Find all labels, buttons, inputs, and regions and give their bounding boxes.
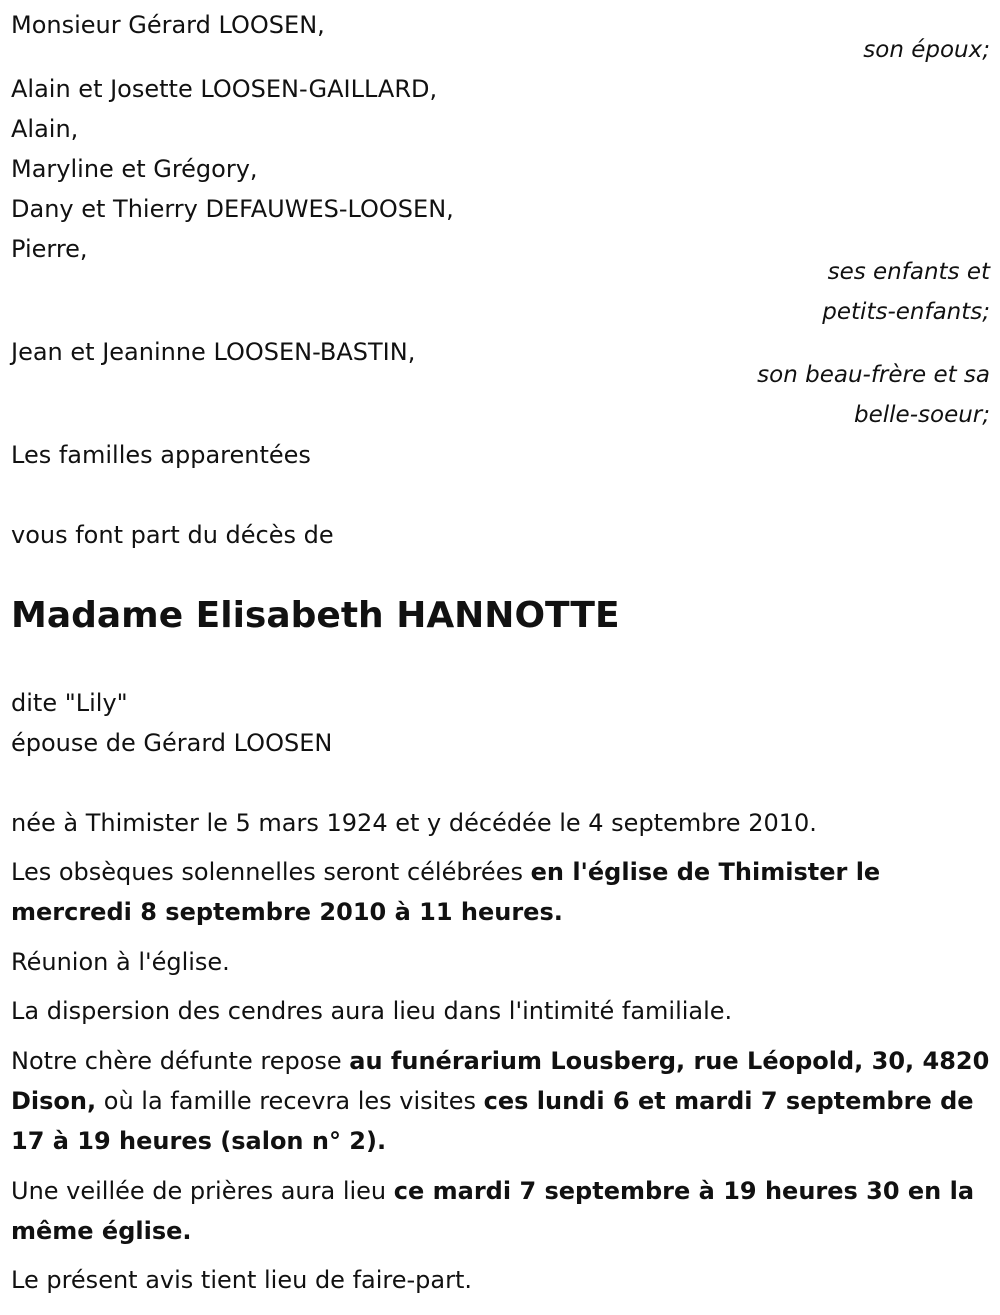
spouse-of: épouse de Gérard LOOSEN: [11, 729, 333, 757]
child-line: Alain et Josette LOOSEN-GAILLARD,: [11, 75, 438, 103]
child-line: Pierre,: [11, 235, 88, 263]
meeting: Réunion à l'église.: [11, 948, 230, 976]
notice: Le présent avis tient lieu de faire-part.: [11, 1266, 473, 1294]
child-line: Dany et Thierry DEFAUWES-LOOSEN,: [11, 195, 454, 223]
announcement: vous font part du décès de: [11, 521, 334, 549]
children-relation: ses enfants et: [827, 259, 990, 285]
birth-death: née à Thimister le 5 mars 1924 et y décédée le 4 septembre 2010.: [11, 809, 817, 837]
children-relation: petits-enfants;: [822, 299, 990, 325]
child-line: Alain,: [11, 115, 79, 143]
inlaws-name: Jean et Jeaninne LOOSEN-BASTIN,: [11, 338, 416, 366]
funeral-details: en l'église de Thimister le mercredi 8 septembre 2010 à 11 heures.: [11, 858, 881, 926]
rest-text: où la famille recevra les visites: [96, 1087, 484, 1115]
rest-text: Notre chère défunte repose: [11, 1047, 350, 1075]
vigil-paragraph: [11, 1171, 991, 1251]
child-line: Maryline et Grégory,: [11, 155, 258, 183]
visit-times: ces lundi 6 et mardi 7 septembre de 17 à 19 heures (salon n° 2).: [11, 1087, 974, 1155]
vigil-details: ce mardi 7 septembre à 19 heures 30 en la même église.: [11, 1177, 975, 1245]
funeral-paragraph: [11, 852, 991, 932]
inlaws-relation: belle-soeur;: [854, 402, 990, 428]
relatives: Les familles apparentées: [11, 441, 311, 469]
rest-location: au funérarium Lousberg, rue Léopold, 30, 4820 Dison,: [11, 1047, 990, 1115]
deceased-name: Madame Elisabeth HANNOTTE: [11, 595, 620, 636]
funeral-text: Les obsèques solennelles seront célébrées: [11, 858, 531, 886]
vigil-text: Une veillée de prières aura lieu: [11, 1177, 394, 1205]
nickname: dite "Lily": [11, 689, 128, 717]
spouse-relation: son époux;: [863, 37, 990, 63]
ashes: La dispersion des cendres aura lieu dans l'intimité familiale.: [11, 997, 733, 1025]
spouse-name: Monsieur Gérard LOOSEN,: [11, 11, 325, 39]
inlaws-relation: son beau-frère et sa: [757, 362, 990, 388]
rest-paragraph: [11, 1041, 991, 1161]
